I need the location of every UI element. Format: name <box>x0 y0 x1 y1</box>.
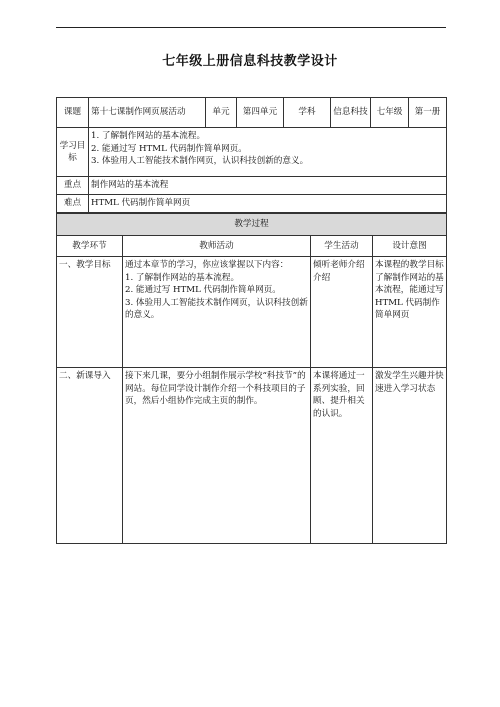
unit-value: 第四单元 <box>237 98 284 128</box>
intent-cell: 激发学生兴趣并快速进入学习状态 <box>373 368 447 544</box>
teacher-line: 2. 能通过写 HTML 代码制作简单网页。 <box>125 285 281 295</box>
header-student: 学生活动 <box>311 236 373 257</box>
document-title: 七年级上册信息科技教学设计 <box>162 54 338 69</box>
key-label: 重点 <box>57 177 89 195</box>
teacher-line: 接下来几课，要分小组制作展示学校“科技节”的网站。每位同学设计制作介绍一个科技项目的子页，然后小组协作完成主页的制作。 <box>125 371 306 406</box>
teaching-process-table <box>56 213 447 544</box>
key-row <box>57 177 447 195</box>
header-stage: 教学环节 <box>57 236 123 257</box>
topic-value: 第十七课制作网页展活动 <box>89 98 206 128</box>
unit-label: 单元 <box>206 98 237 128</box>
teacher-line: 1. 了解制作网站的基本流程。 <box>125 272 240 283</box>
book-label: 第一册 <box>409 98 447 128</box>
grade-label: 七年级 <box>371 98 409 128</box>
teacher-cell <box>123 257 311 368</box>
process-header-row <box>57 236 447 257</box>
goals-content <box>89 128 447 177</box>
teacher-cell <box>123 368 311 544</box>
student-cell: 本课将通过一系列实验，回顾、提升相关的认识。 <box>311 368 373 544</box>
goal-item: 3. 体验用人工智能技术制作网页，认识科技创新的意义。 <box>91 156 309 166</box>
process-section-title: 教学过程 <box>57 214 447 236</box>
topic-row <box>57 98 447 128</box>
difficulty-row <box>57 195 447 213</box>
goals-label: 学习目标 <box>57 128 89 177</box>
intent-cell: 本课程的教学目标了解制作网站的基本流程，能通过写 HTML 代码制作简单网页 <box>373 257 447 368</box>
teacher-line: 3. 体验用人工智能技术制作网页，认识科技创新的意义。 <box>125 297 308 320</box>
subject-value: 信息科技 <box>331 98 371 128</box>
header-intent: 设计意图 <box>373 236 447 257</box>
goal-item: 2. 能通过写 HTML 代码制作简单网页。 <box>91 143 247 154</box>
top-rule <box>56 27 446 28</box>
header-teacher: 教师活动 <box>123 236 311 257</box>
stage-cell: 一、教学目标 <box>57 257 123 368</box>
goal-item: 1. 了解制作网站的基本流程。 <box>91 131 206 141</box>
process-row <box>57 368 447 544</box>
goals-row <box>57 128 447 177</box>
difficulty-value: HTML 代码制作简单网页 <box>89 195 447 213</box>
subject-label: 学科 <box>284 98 331 128</box>
difficulty-label: 难点 <box>57 195 89 213</box>
topic-label: 课题 <box>57 98 89 128</box>
key-value: 制作网站的基本流程 <box>89 177 447 195</box>
teacher-line: 通过本章节的学习，你应该掌握以下内容： <box>125 260 289 270</box>
stage-cell: 二、新课导入 <box>57 368 123 544</box>
lesson-info-table <box>56 97 447 213</box>
student-cell: 倾听老师介绍介绍 <box>311 257 373 368</box>
process-row <box>57 257 447 368</box>
process-title-row <box>57 214 447 236</box>
